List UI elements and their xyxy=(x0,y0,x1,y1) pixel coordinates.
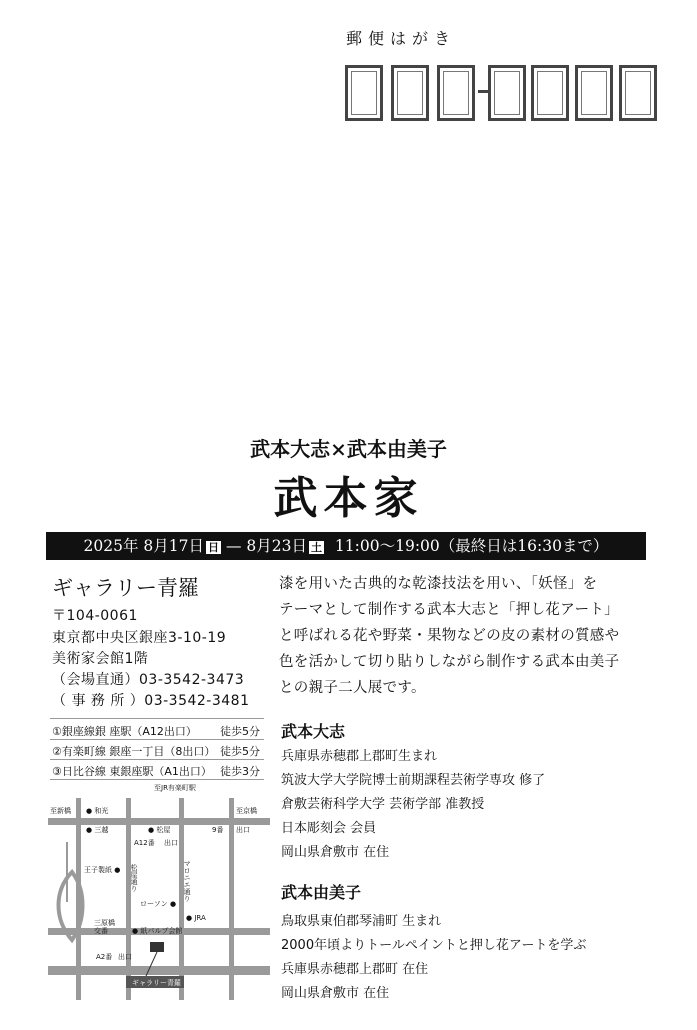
zip-box xyxy=(345,65,383,121)
exhibition-title: 武本家 xyxy=(273,473,424,524)
date-bar xyxy=(46,532,646,560)
access-line-2: ②有楽町線 銀座一丁目（8出口） xyxy=(52,745,216,758)
artist2-bio-line: 2000年頃よりトールペイントと押し花アートを学ぶ xyxy=(281,938,587,953)
walk-time-2: 徒歩5分 xyxy=(220,745,260,758)
map-ojiseishi: 王子製紙 ● xyxy=(84,866,121,874)
artist1-bio-line: 岡山県倉敷市 在住 xyxy=(281,845,390,860)
map-to-yurakucho: 至JR有楽町駅 xyxy=(154,784,196,792)
artist2-bio-line: 兵庫県赤穂郡上郡町 在住 xyxy=(281,962,429,977)
zip-box xyxy=(437,65,475,121)
zip-box xyxy=(391,65,429,121)
map-gallery-label: ギャラリー青羅 xyxy=(132,979,181,987)
end-day-badge: 土 xyxy=(310,540,322,554)
artist2-name: 武本由美子 xyxy=(281,883,362,902)
start-day-badge: 日 xyxy=(208,540,220,554)
description-line: 漆を用いた古典的な乾漆技法を用い、「妖怪」を xyxy=(279,576,598,592)
map-wako: ● 和光 xyxy=(86,807,109,815)
map-kamipulp: ● 紙パルプ会館 xyxy=(132,927,183,935)
postcard-label: 郵便はがき xyxy=(346,29,457,48)
map-koban: 交番 xyxy=(94,927,108,935)
phone-venue: （会場直通）03-3542-3473 xyxy=(52,672,245,688)
artist1-name: 武本大志 xyxy=(281,722,346,741)
walk-time-1: 徒歩5分 xyxy=(220,725,260,738)
zip-box xyxy=(488,65,526,121)
map-marronnier-dori: マロニエ通り xyxy=(183,860,191,902)
walk-time-3: 徒歩3分 xyxy=(220,765,260,778)
zip-dash xyxy=(478,90,488,93)
zip-box xyxy=(531,65,569,121)
end-date: 8月23日 xyxy=(246,537,307,555)
artist1-bio-line: 筑波大学大学院博士前期課程芸術学専攻 修了 xyxy=(281,773,546,788)
map-matsuya-dori: 松屋通り xyxy=(130,864,138,892)
address-line-1: 東京都中央区銀座3-10-19 xyxy=(52,630,227,646)
map-exit: 出口 xyxy=(236,826,250,834)
address-line-2: 美術家会館1階 xyxy=(52,651,149,667)
artist2-bio-line: 岡山県倉敷市 在住 xyxy=(281,986,390,1001)
description-line: との親子二人展です。 xyxy=(279,680,426,696)
zip-box xyxy=(575,65,613,121)
artist1-bio-line: 兵庫県赤穂郡上郡町生まれ xyxy=(281,749,438,764)
access-line-3: ③日比谷線 東銀座駅（A1出口） xyxy=(52,765,212,778)
zip-box xyxy=(619,65,657,121)
map-to-shinbashi: 至新橋 xyxy=(50,807,71,815)
map-exit: 出口 xyxy=(164,839,178,847)
description-line: テーマとして制作する武本大志と「押し花アート」 xyxy=(279,602,619,618)
map-a2-exit: A2番 xyxy=(96,953,113,961)
description-line: 色を活かして切り貼りしながら制作する武本由美子 xyxy=(279,654,620,670)
artist2-bio-line: 鳥取県東伯郡琴浦町 生まれ xyxy=(281,914,442,929)
postal-code: 〒104-0061 xyxy=(52,608,138,624)
opening-hours: 11:00〜19:00（最終日は16:30まで） xyxy=(334,537,609,555)
divider xyxy=(50,718,264,719)
phone-office: （ 事 務 所 ）03-3542-3481 xyxy=(52,693,250,709)
map-to-kyobashi: 至京橋 xyxy=(236,807,257,815)
gallery-name: ギャラリー青羅 xyxy=(52,576,199,600)
start-date: 2025年 8月17日 xyxy=(83,537,205,555)
divider xyxy=(50,739,264,740)
map-jra: ● JRA xyxy=(186,914,206,922)
map-matsuya: ● 松屋 xyxy=(148,826,171,834)
artist1-bio-line: 倉敷芸術科学大学 芸術学部 准教授 xyxy=(281,797,485,812)
map-exit: 出口 xyxy=(118,953,132,961)
divider xyxy=(50,759,264,760)
map-exit-9: 9番 xyxy=(212,826,224,834)
map-mitsukoshi: ● 三越 xyxy=(86,826,109,834)
description-line: と呼ばれる花や野菜・果物などの皮の素材の質感や xyxy=(279,628,620,644)
map-sanbashi: 三原橋 xyxy=(94,919,115,927)
artist1-bio-line: 日本彫刻会 会員 xyxy=(281,821,377,836)
access-line-1: ①銀座線銀 座駅（A12出口） xyxy=(52,725,197,738)
map-a12-exit: A12番 xyxy=(134,839,155,847)
date-separator: — xyxy=(225,537,242,555)
access-map xyxy=(46,780,272,1000)
map-lawson: ローソン ● xyxy=(140,900,177,908)
artists-line: 武本大志×武本由美子 xyxy=(250,437,447,461)
